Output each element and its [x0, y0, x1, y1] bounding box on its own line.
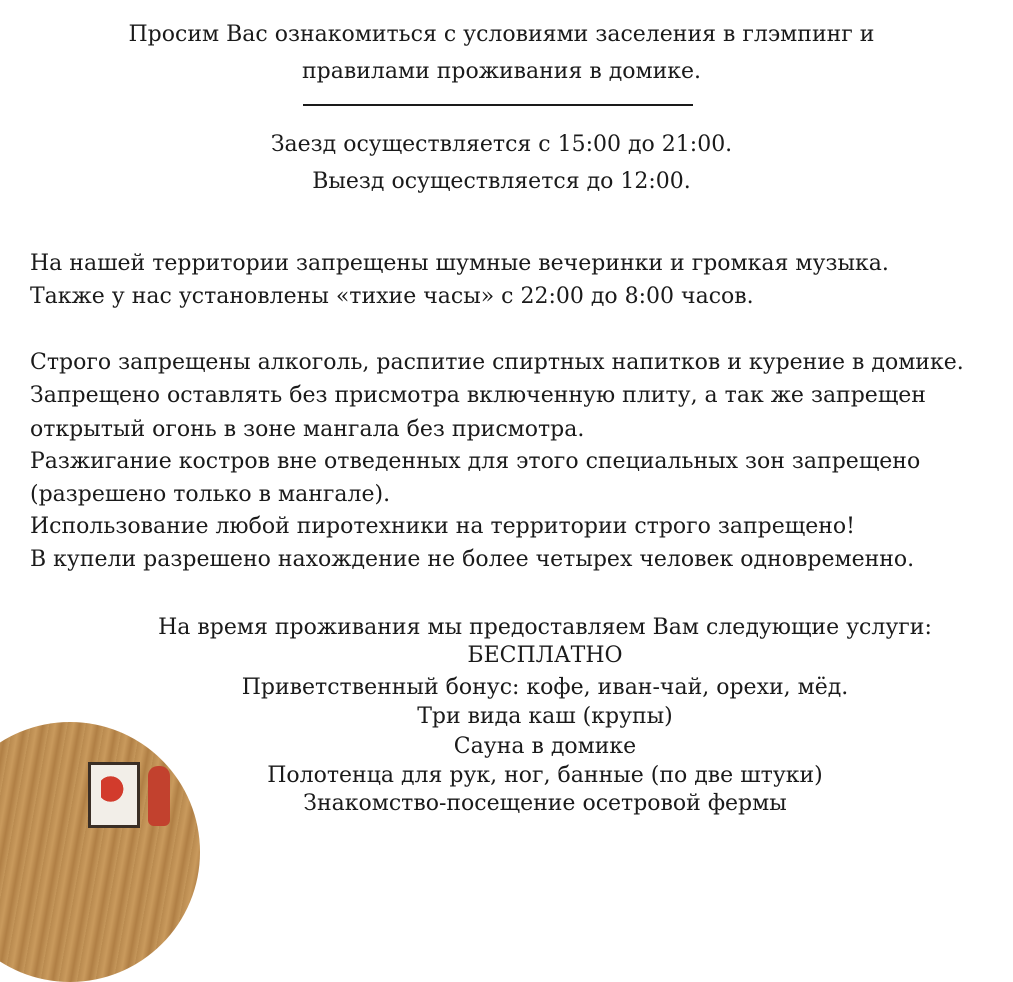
interior-photo — [0, 722, 200, 982]
rule-bonfire: Разжигание костров вне отведенных для этого специальных зон запрещено — [30, 449, 921, 474]
rule-quiet-hours: Также у нас установлены «тихие часы» с 22:00 до 8:00 часов. — [30, 284, 754, 309]
rule-alcohol: Строго запрещены алкоголь, распитие спиртных напитков и курение в домике. — [30, 350, 964, 375]
intro-line-1: Просим Вас ознакомиться с условиями заселения в глэмпинг и — [128, 22, 875, 47]
service-item: Три вида каш (крупы) — [417, 704, 673, 729]
rule-grill-fire: открытый огонь в зоне мангала без присмотра. — [30, 417, 585, 442]
service-item: Знакомство-посещение осетровой фермы — [303, 791, 787, 816]
rule-stove: Запрещено оставлять без присмотра включенную плиту, а так же запрещен — [30, 383, 926, 408]
rule-hot-tub: В купели разрешено нахождение не более четырех человек одновременно. — [30, 547, 915, 572]
intro-line-2: правилами проживания в домике. — [301, 59, 702, 84]
checkin-time: Заезд осуществляется с 15:00 до 21:00. — [270, 132, 733, 157]
title-divider — [303, 104, 693, 106]
rule-bonfire-note: (разрешено только в мангале). — [30, 482, 391, 507]
service-item: Приветственный бонус: кофе, иван-чай, орехи, мёд. — [241, 675, 849, 700]
services-free-label: БЕСПЛАТНО — [467, 643, 623, 668]
services-heading: На время проживания мы предоставляем Вам следующие услуги: — [158, 615, 932, 640]
rule-pyrotechnics: Использование любой пиротехники на территории строго запрещено! — [30, 514, 856, 539]
checkout-time: Выезд осуществляется до 12:00. — [312, 169, 691, 194]
rule-noise: На нашей территории запрещены шумные вечеринки и громкая музыка. — [30, 251, 889, 276]
service-item: Сауна в домике — [453, 734, 637, 759]
service-item: Полотенца для рук, ног, банные (по две штуки) — [267, 763, 823, 788]
